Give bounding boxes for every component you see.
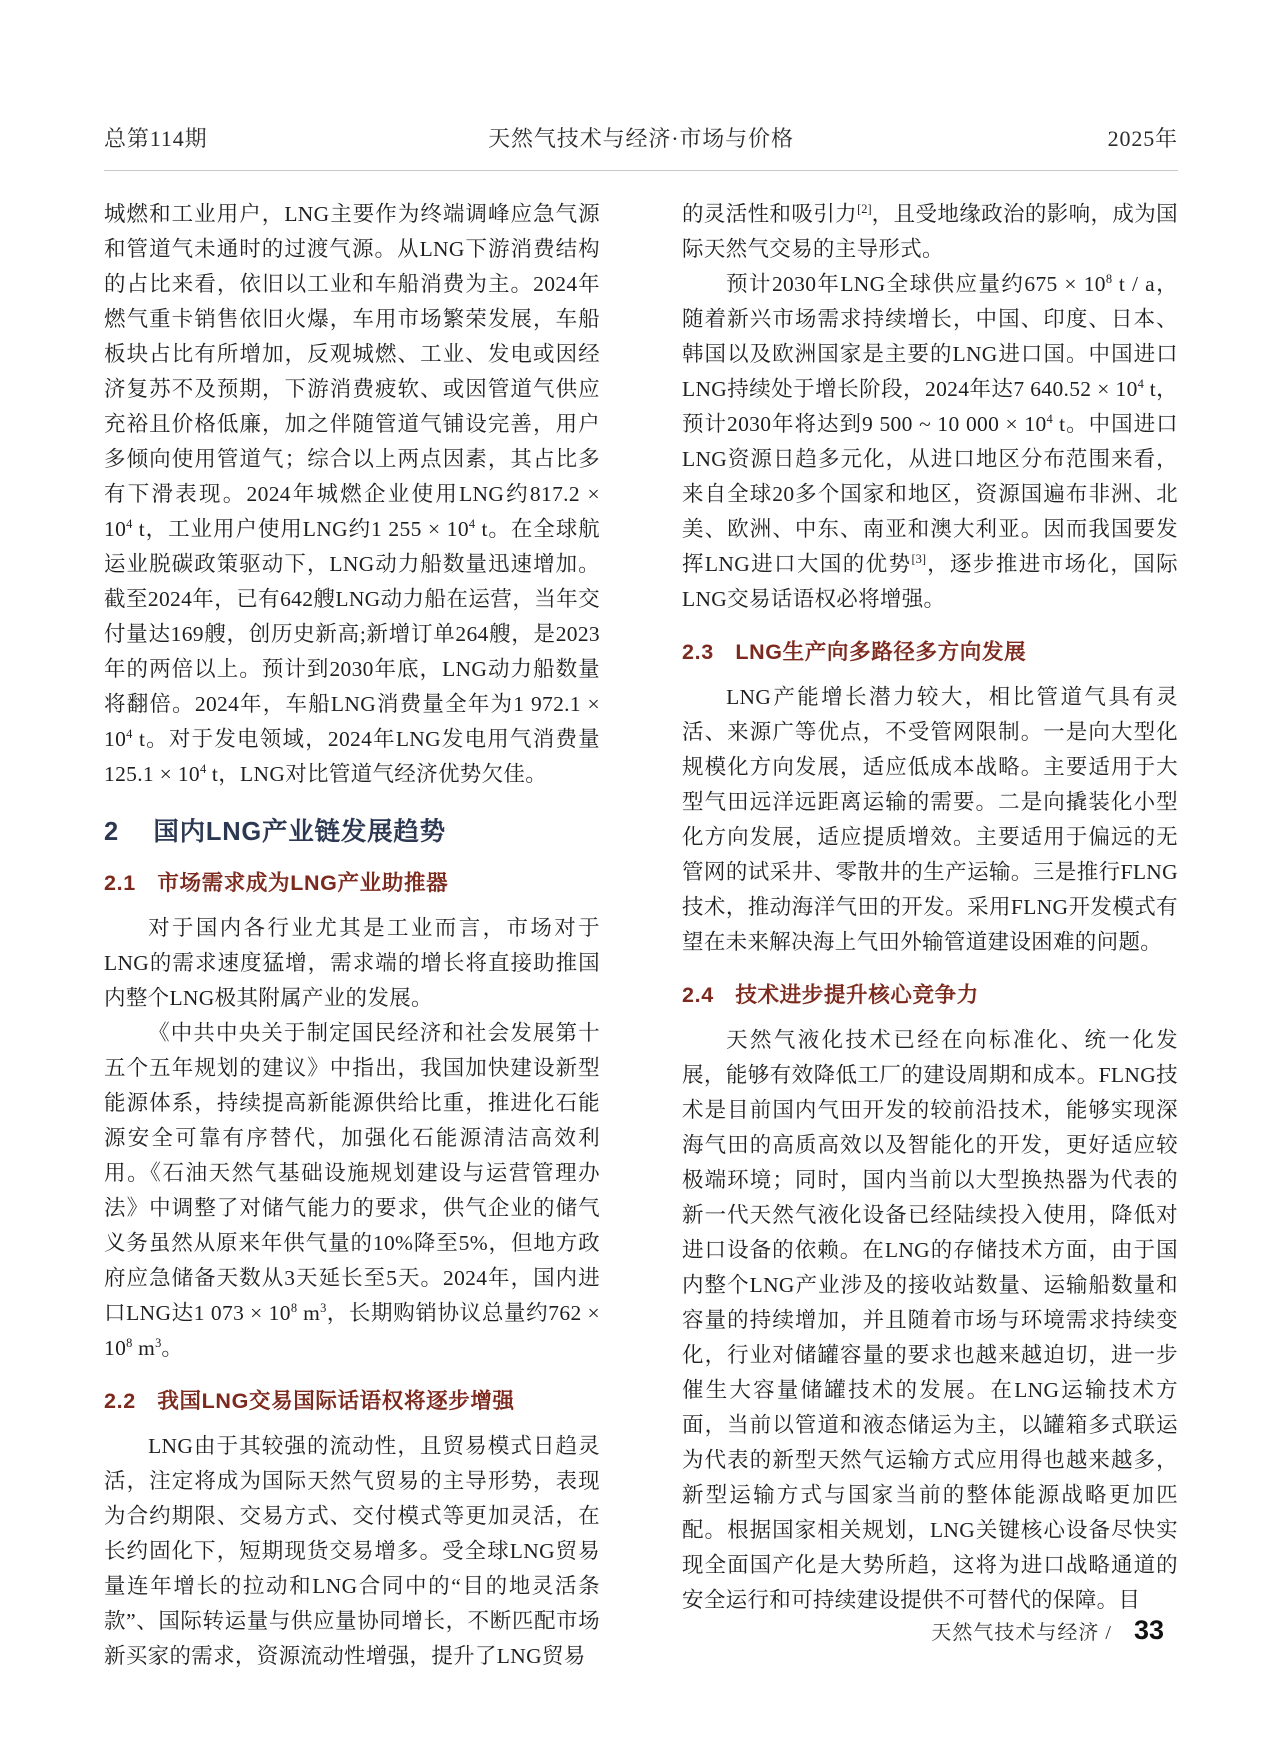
paragraph: 的灵活性和吸引力[2]，且受地缘政治的影响，成为国际天然气交易的主导形式。	[682, 201, 1178, 261]
superscript-ref: [2]	[857, 201, 872, 216]
subsection-heading	[682, 635, 1178, 666]
superscript-ref: [3]	[911, 551, 927, 566]
paragraph: 《中共中央关于制定国民经济和社会发展第十五个五年规划的建议》中指出，我国加快建设新型能源体系，持续提高新能源供给比重，推进化石能源安全可靠有序替代，加强化石能源清洁高效利用。《石油天然气基础设施规划建设与运营管理办法》中调整了对储气能力的要求，供气企业的储气义务虽然从原来年供气量的10%降至5%，但地方政府应急储备天数从3天延长至5天。2024年，国内进口LNG达1 $073 \times 10^8$ $m^3$，长期购销协议总量约$762 \times 10^8$ $m^3$。	[104, 1021, 601, 1360]
subsection-heading	[682, 978, 1178, 1009]
issue-number: 总第114期	[104, 126, 208, 151]
superscript-ref: 8	[1105, 271, 1113, 286]
superscript-ref: 4	[1046, 411, 1053, 426]
heading-text: LNG生产向多路径多方向发展	[735, 640, 1027, 664]
paragraph: 城燃和工业用户，LNG主要作为终端调峰应急气源和管道气未通时的过渡气源。从LNG下游消费结构的占比来看，依旧以工业和车船消费为主。2024年燃气重卡销售依旧火爆，车用市场繁荣发展，车船板块占比有所增加，反观城燃、工业、发电或因经济复苏不及预期，下游消费疲软、或因管道气供应充裕且价格低廉，加之伴随管道气铺设完善，用户多倾向使用管道气；综合以上两点因素，其占比多有下滑表现。2024年城燃企业使用LNG约$817.2 \times 10^4$ t，工业用户使用LNG约1 $255 \times 10^4$ t。在全球航运业脱碳政策驱动下，LNG动力船数量迅速增加。截至2024年，已有642艘LNG动力船在运营，当年交付量达169艘，创历史新高;新增订单264艘，是2023年的两倍以上。预计到2030年底，LNG动力船数量将翻倍。2024年，车船LNG消费量全年为1 $972.1 \times 10^4$ t。对于发电领域，2024年LNG发电用气消费量$125.1 \times 10^4$ t，LNG对比管道气经济优势欠佳。	[104, 202, 601, 786]
paragraph: 预计2030年LNG全球供应量约$675 \times 10^8$ t / a，随着新兴市场需求持续增长，中国、印度、日本、韩国以及欧洲国家是主要的LNG进口国。中国进口LNG持续处于增长阶段，2024年达7 $640.52 \times 10^4$ t，预计2030年将达到9 500 ~ 10 $000 \times 10^4$ t。中国进口LNG资源日趋多元化，从进口地区分布范围来看，来自全球20多个国家和地区，资源国遍布非洲、北美、欧洲、中东、南亚和澳大利亚。因而我国要发挥LNG进口大国的优势[3]，逐步推进市场化，国际LNG交易话语权必将增强。	[682, 271, 1178, 611]
heading-number: 2.1	[104, 871, 136, 895]
subsection-heading	[104, 866, 600, 897]
right-column	[682, 197, 1178, 1674]
left-column	[104, 197, 600, 1674]
superscript-ref: 8	[290, 1300, 298, 1315]
heading-text: 国内LNG产业链发展趋势	[153, 818, 446, 846]
superscript-ref: 4	[126, 516, 133, 531]
page-footer	[931, 1615, 1164, 1646]
heading-number: 2	[104, 818, 119, 846]
section-heading	[104, 812, 600, 848]
paragraph: 天然气液化技术已经在向标准化、统一化发展，能够有效降低工厂的建设周期和成本。FLNG技术是目前国内气田开发的较前沿技术，能够实现深海气田的高质高效以及智能化的开发，更好适应较极端环境；同时，国内当前以大型换热器为代表的新一代天然气液化设备已经陆续投入使用，降低对进口设备的依赖。在LNG的存储技术方面，由于国内整个LNG产业涉及的接收站数量、运输船数量和容量的持续增加，并且随着市场与环境需求持续变化，行业对储罐容量的要求也越来越迫切，进一步催生大容量储罐技术的发展。在LNG运输技术方面，当前以管道和液态储运为主，以罐箱多式联运为代表的新型天然气运输方式应用得也越来越多，新型运输方式与国家当前的整体能源战略更加匹配。根据国家相关规划，LNG关键核心设备尽快实现全面国产化是大势所趋，这将为进口战略通道的安全运行和可持续建设提供不可替代的保障。目	[682, 1028, 1178, 1612]
superscript-ref: 3	[320, 1300, 327, 1315]
superscript-ref: 8	[126, 1335, 133, 1350]
publication-year: 2025年	[1107, 126, 1178, 151]
heading-text: 技术进步提升核心竞争力	[735, 983, 979, 1007]
superscript-ref: 4	[199, 761, 207, 776]
footer-journal-label: 天然气技术与经济 /	[931, 1622, 1112, 1644]
page-content	[104, 122, 1178, 1674]
paragraph: 对于国内各行业尤其是工业而言，市场对于LNG的需求速度猛增，需求端的增长将直接助推国内整个LNG极其附属产业的发展。	[104, 916, 600, 1010]
superscript-ref: 3	[155, 1335, 162, 1350]
superscript-ref: 4	[126, 726, 133, 741]
article-body	[104, 197, 1178, 1674]
running-header	[104, 122, 1178, 156]
heading-number: 2.4	[682, 983, 714, 1007]
journal-title: 天然气技术与经济·市场与价格	[488, 126, 794, 151]
heading-number: 2.2	[104, 1389, 136, 1413]
heading-number: 2.3	[682, 640, 714, 664]
page-number: 33	[1133, 1615, 1164, 1645]
superscript-ref: 4	[468, 516, 476, 531]
subsection-heading	[104, 1384, 600, 1415]
paragraph: LNG由于其较强的流动性，且贸易模式日趋灵活，注定将成为国际天然气贸易的主导形势，表现为合约期限、交易方式、交付模式等更加灵活，在长约固化下，短期现货交易增多。受全球LNG贸易量连年增长的拉动和LNG合同中的“目的地灵活条款”、国际转运量与供应量协同增长，不断匹配市场新买家的需求，资源流动性增强，提升了LNG贸易	[104, 1434, 600, 1668]
heading-text: 市场需求成为LNG产业助推器	[157, 871, 449, 895]
superscript-ref: 4	[1137, 376, 1144, 391]
heading-text: 我国LNG交易国际话语权将逐步增强	[157, 1389, 515, 1413]
header-rule	[104, 170, 1178, 171]
paragraph: LNG产能增长潜力较大，相比管道气具有灵活、来源广等优点，不受管网限制。一是向大型化规模化方向发展，适应低成本战略。主要适用于大型气田远洋远距离运输的需要。二是向撬装化小型化方向发展，适应提质增效。主要适用于偏远的无管网的试采井、零散井的生产运输。三是推行FLNG技术，推动海洋气田的开发。采用FLNG开发模式有望在未来解决海上气田外输管道建设困难的问题。	[682, 685, 1178, 954]
